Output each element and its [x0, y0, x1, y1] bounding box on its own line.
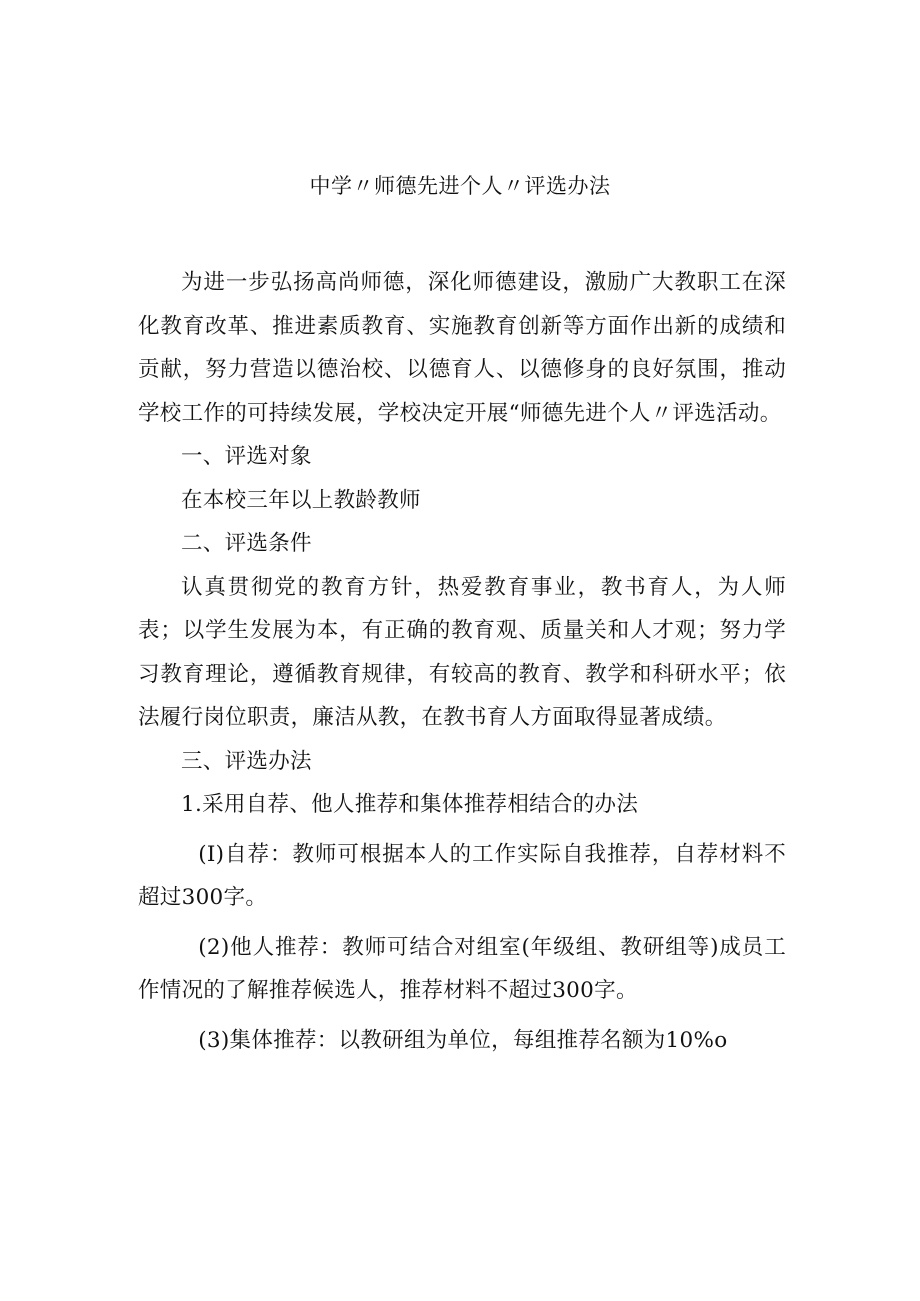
section-3-method: 1.采用自荐、他人推荐和集体推荐相结合的办法	[181, 792, 639, 817]
document-body	[138, 261, 786, 1062]
method-item-2: (2)他人推荐：教师可结合对组室(年级组、教研组等)成员工作情况的了解推荐候选人，推荐材料不超过300字。	[138, 934, 786, 1003]
method-item-1: (I)自荐：教师可根据本人的工作实际自我推荐，自荐材料不超过300字。	[138, 841, 786, 910]
section-2-heading: 二、评选条件	[181, 531, 312, 556]
document-title: 中学〃师德先进个人〃评选办法	[309, 174, 611, 198]
method-item-3: (3)集体推荐：以教研组为单位，每组推荐名额为10%o	[198, 1027, 728, 1053]
section-3-heading: 三、评选办法	[181, 748, 312, 774]
section-1-content: 在本校三年以上教龄教师	[181, 487, 421, 513]
section-1-heading: 一、评选对象	[181, 444, 312, 469]
section-2-content: 认真贯彻党的教育方针，热爱教育事业，教书育人，为人师表；以学生发展为本，有正确的教育观、质量关和人才观；努力学习教育理论，遵循教育规律，有较高的教育、教学和科研水平；依法履行岗位职责，廉洁从教，在教书育人方面取得显著成绩。	[138, 574, 786, 730]
intro-paragraph: 为进一步弘扬高尚师德，深化师德建设，激励广大教职工在深化教育改革、推进素质教育、实施教育创新等方面作出新的成绩和贡献，努力营造以德治校、以德育人、以德修身的良好氛围，推动学校工作的可持续发展，学校决定开展“师德先进个人〃评选活动。	[138, 270, 786, 426]
